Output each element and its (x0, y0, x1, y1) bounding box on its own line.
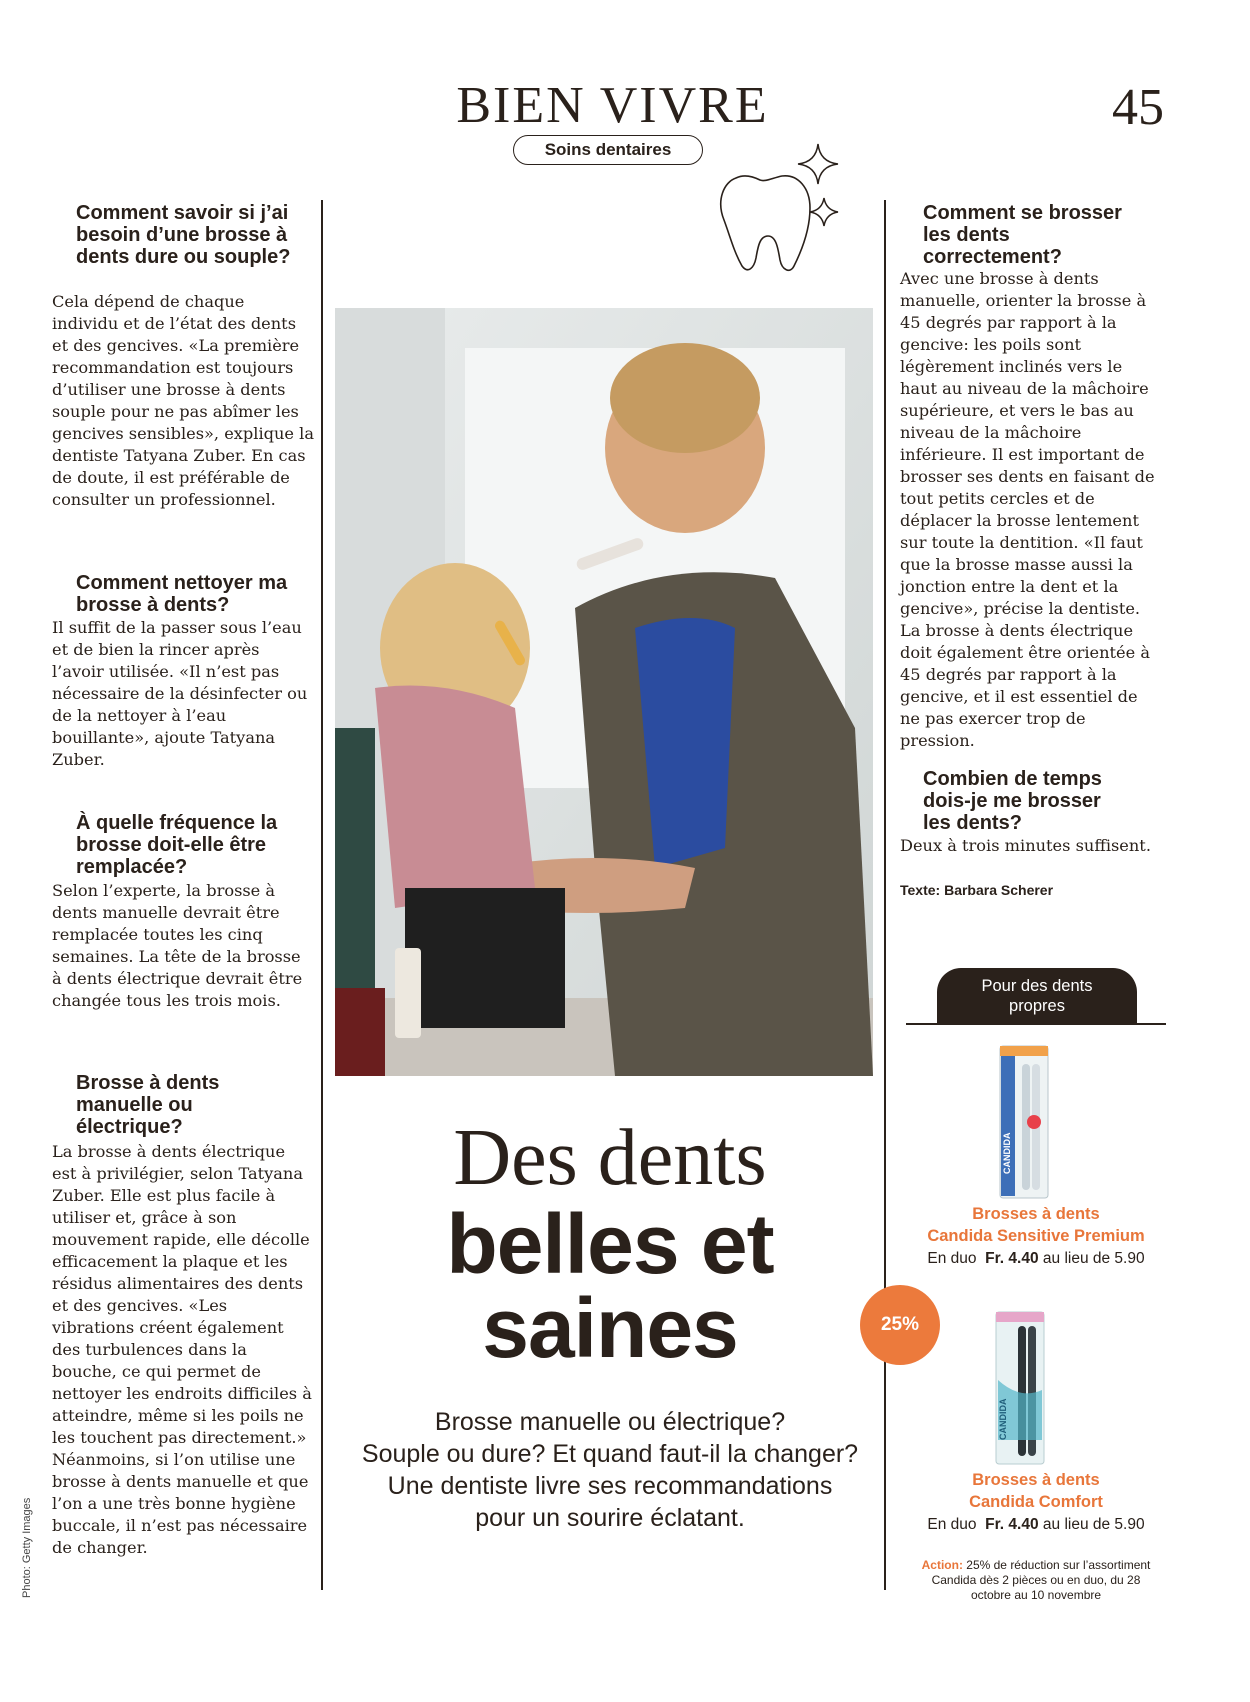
lead-line: Brosse manuelle ou électrique? (434, 1408, 786, 1436)
question-heading: Comment nettoyer ma brosse à dents? (76, 572, 288, 616)
question-heading: À quelle fréquence la brosse doit-elle être remplacée? (76, 812, 278, 878)
question-heading: Comment se brosser les dents correctement? (923, 202, 1122, 268)
toothbrush-pack-comfort (994, 1310, 1046, 1466)
answer-text: Il suffit de la passer sous l’eau et de bien la rincer après l’avoir utilisée. «Il n’est pas nécessaire de la désinfecter ou de la nettoyer à l’eau bouillante», ajoute Tatyana Zuber. (52, 618, 308, 769)
promo-fine-label: Action: (921, 1558, 963, 1572)
answer-text: Avec une brosse à dents manuelle, orienter la brosse à 45 degrés par rapport à la gencive: les poils sont légèrement inclinés vers le haut au niveau de la mâchoire supérieure, et vers le bas au niveau de la mâchoire inférieure. Il est important de brosser ses dents en faisant de tout petits cercles et de déplacer la brosse lentement sur toute la dentition. «Il faut que la brosse masse aussi la jonction entre la dent et la gencive», précise la dentiste. La brosse à dents électrique doit également être orientée à 45 degrés par rapport à la gencive, et il est essentiel de ne pas exercer trop de pression. (900, 269, 1155, 750)
lead-line: pour un sourire éclatant. (475, 1504, 745, 1532)
product-name-line: Candida Comfort (969, 1493, 1103, 1511)
column-divider-right (884, 200, 886, 1590)
photo-credit: Photo: Getty Images (21, 1497, 33, 1598)
author-credit: Texte: Barbara Scherer (900, 882, 1054, 898)
category-pill: Soins dentaires (513, 135, 703, 165)
product-price (906, 1516, 1166, 1534)
photo-mother-child-brushing-teeth (335, 308, 873, 1076)
promo-fine-text: 25% de réduction sur l’assortiment Candida dès 2 pièces ou en duo, du 28 octobre au 10 novembre (931, 1558, 1151, 1602)
page-number: 45 (1112, 79, 1164, 136)
question-heading: Brosse à dents manuelle ou électrique? (76, 1072, 220, 1138)
pack-brand-text: CANDIDA (998, 1398, 1008, 1440)
product-name (906, 1469, 1166, 1513)
lead-line: Une dentiste livre ses recommandations (387, 1472, 833, 1500)
column-divider-left (321, 200, 323, 1590)
promo-tab-line: Pour des dents (981, 977, 1093, 995)
product-old-price: au lieu de 5.90 (1042, 1250, 1145, 1267)
tooth-sparkle-icon (706, 140, 846, 280)
answer-text: Deux à trois minutes suffisent. (900, 836, 1151, 855)
product-old-price: au lieu de 5.90 (1042, 1516, 1145, 1533)
pack-brand-text: CANDIDA (1002, 1132, 1012, 1174)
question-heading: Combien de temps dois-je me brosser les dents? (923, 768, 1102, 834)
toothbrush-pack-sensitive-premium (998, 1044, 1050, 1200)
headline-line3: saines (482, 1281, 738, 1375)
promo-fine-print (912, 1558, 1160, 1603)
lead-line: Souple ou dure? Et quand faut-il la changer? (361, 1440, 859, 1468)
question-heading: Comment savoir si j’ai besoin d’une brosse à dents dure ou souple? (76, 202, 291, 268)
product-name-line: Brosses à dents (972, 1205, 1100, 1223)
headline-line2: belles et (446, 1197, 774, 1291)
headline-line1: Des dents (453, 1114, 767, 1202)
product-qty: En duo (927, 1516, 977, 1533)
product-name-line: Candida Sensitive Premium (927, 1227, 1145, 1245)
answer-text: Cela dépend de chaque individu et de l’état des dents et des gencives. «La première recommandation est toujours d’utiliser une brosse à dents souple pour ne pas abîmer les gencives sensibles», explique la dentiste Tatyana Zuber. En cas de doute, il est préférable de consulter un professionnel. (52, 292, 314, 509)
product-price (906, 1250, 1166, 1268)
promo-tab-line: propres (1009, 997, 1065, 1015)
discount-badge: 25% (860, 1285, 940, 1365)
product-price-value: Fr. 4.40 (985, 1516, 1039, 1533)
lead-text (330, 1406, 890, 1534)
answer-text: Selon l’experte, la brosse à dents manuelle devrait être remplacée toutes les cinq semaines. La tête de la brosse à dents électrique devrait être changée tous les trois mois. (52, 881, 303, 1010)
answer-text: La brosse à dents électrique est à privilégier, selon Tatyana Zuber. Elle est plus facile à utiliser et, grâce à son mouvement rapide, elle décolle efficacement la plaque et les résidus alimentaires des dents et des gencives. «Les vibrations créent également des turbulences dans la bouche, ce qui permet de nettoyer les endroits difficiles à atteindre, même si les poils ne les touchent pas directement.» Néanmoins, si l’on utilise une brosse à dents manuelle et que l’on a une très bonne hygiène buccale, il n’est pas nécessaire de changer. (52, 1142, 312, 1557)
product-name-line: Brosses à dents (972, 1471, 1100, 1489)
promo-divider (906, 1023, 1166, 1025)
product-price-value: Fr. 4.40 (985, 1250, 1039, 1267)
section-title: BIEN VIVRE (456, 77, 769, 134)
product-qty: En duo (927, 1250, 977, 1267)
promo-tab (937, 968, 1137, 1024)
product-name (906, 1203, 1166, 1247)
